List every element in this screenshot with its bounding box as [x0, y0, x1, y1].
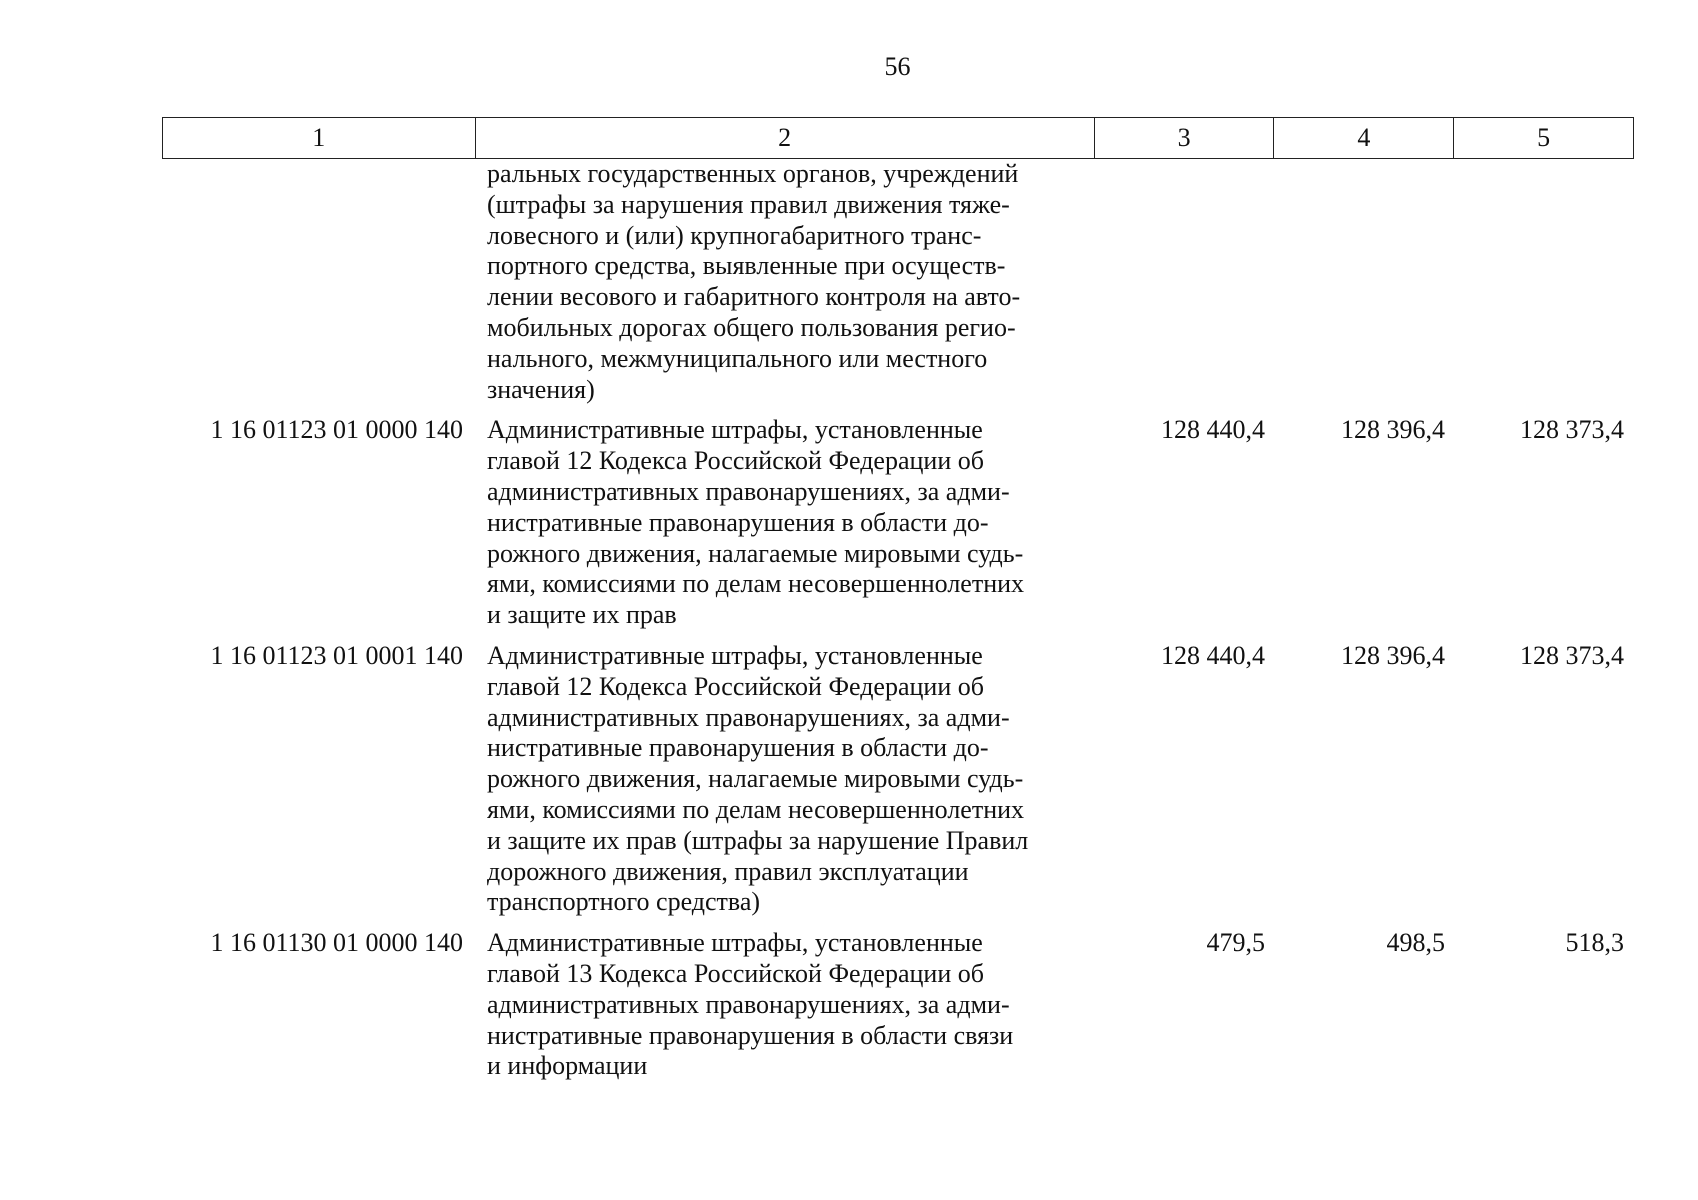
- row-value-5: 128 373,4: [1520, 415, 1624, 445]
- row-value-3: 479,5: [1206, 928, 1265, 958]
- table-row: [162, 415, 1634, 631]
- row-value-5: [1455, 159, 1634, 405]
- row-description: ральных государственных органов, учреждений (штрафы за нарушения правил движения тяже- ловесного и (или) крупногабаритного транс- портного средства, выявленные при осуществ- лении весового и габаритного контроля на авто- мобильных дорогах общего пользования регио- нального, межмуниципального или местного значения): [487, 159, 1021, 404]
- row-value-5: 128 373,4: [1520, 640, 1624, 670]
- table-header: [162, 117, 1634, 159]
- row-value-4: 128 396,4: [1341, 640, 1445, 670]
- row-code: 1 16 01130 01 0000 140: [210, 928, 463, 958]
- header-col-5: 5: [1537, 123, 1551, 152]
- page-number: 56: [884, 52, 911, 81]
- row-code: [162, 159, 475, 405]
- row-description: Административные штрафы, установленные главой 13 Кодекса Российской Федерации об административных правонарушениях, за адми- нистративные правонарушения в области связи и информации: [487, 928, 1014, 1081]
- table-row: [162, 159, 1634, 405]
- header-col-3: 3: [1095, 118, 1275, 158]
- table-row: [162, 641, 1634, 918]
- row-value-4: 498,5: [1386, 928, 1445, 958]
- row-description: Административные штрафы, установленные главой 12 Кодекса Российской Федерации об административных правонарушениях, за адми- нистративные правонарушения в области до- рожного движения, налагаемые мировыми судь- ями, комиссиями по делам несовершеннолетних и защите их прав (штрафы за нарушение Правил дорожного движения, правил эксплуатации транспортного средства): [487, 640, 1029, 917]
- row-code: 1 16 01123 01 0000 140: [210, 415, 463, 445]
- row-value-3: 128 440,4: [1161, 415, 1265, 445]
- row-value-4: 128 396,4: [1341, 415, 1445, 445]
- row-value-5: 518,3: [1565, 928, 1624, 958]
- row-value-3: [1095, 159, 1275, 405]
- table-body: [162, 159, 1634, 1082]
- header-col-2: 2: [476, 118, 1095, 158]
- header-col-1: 1: [163, 118, 476, 158]
- row-code: 1 16 01123 01 0001 140: [210, 640, 463, 670]
- row-description: Административные штрафы, установленные главой 12 Кодекса Российской Федерации об административных правонарушениях, за адми- нистративные правонарушения в области до- рожного движения, налагаемые мировыми судь- ями, комиссиями по делам несовершеннолетних и защите их прав: [487, 415, 1025, 630]
- row-value-4: [1275, 159, 1455, 405]
- header-col-4: 4: [1274, 118, 1454, 158]
- table-row: [162, 928, 1634, 1082]
- row-value-3: 128 440,4: [1161, 640, 1265, 670]
